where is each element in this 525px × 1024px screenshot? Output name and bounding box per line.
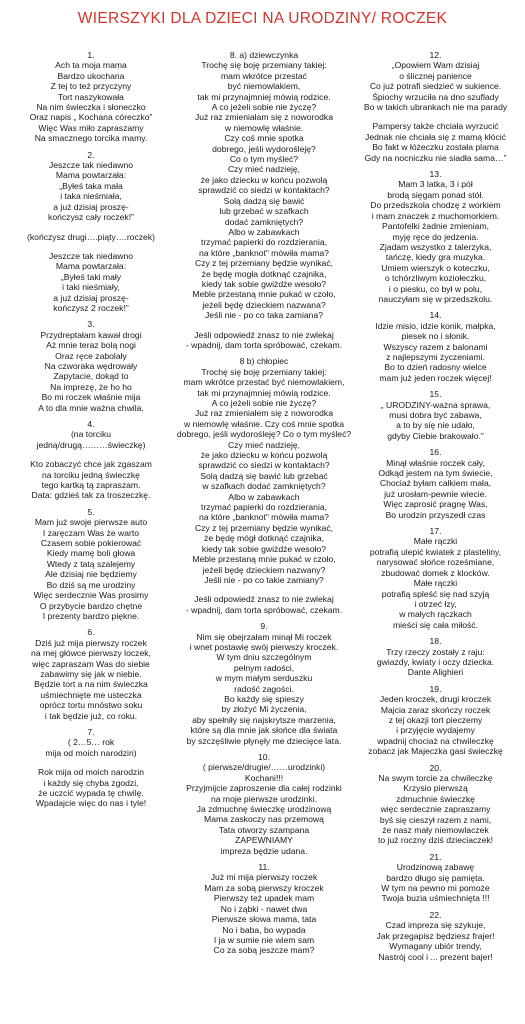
poem-number: 14. <box>429 310 442 321</box>
poem-line: i taka nieśmiała, <box>60 191 122 202</box>
poem-line: Twoja buzia uśmiechnięta !!! <box>381 893 490 904</box>
poem-line: Solą dadzą się bawić <box>223 195 305 206</box>
poem-line: Z tej to też przyczyny <box>50 81 132 92</box>
poem-line: Czad impreza się szykuje, <box>385 920 486 931</box>
poem-line: Do przedszkola chodzę z workiem <box>370 200 501 211</box>
poem-number: 10. <box>258 752 270 762</box>
poem-line: tańczę, kiedy gra muzyka. <box>385 252 486 263</box>
poem-line: O przybycie bardzo chętne <box>39 600 143 611</box>
poem-line: „Byłeś taka mała <box>59 180 123 191</box>
poem-line: Bo mi roczek właśnie mija <box>41 392 141 403</box>
poem-line: trzymać papierki do rozdzierania, <box>200 237 328 248</box>
poem-number: 4. <box>87 419 95 429</box>
poem-line: o ślicznej panience <box>399 70 472 81</box>
poem-line: I zaręczam Was że warto <box>42 527 140 538</box>
poem-line: Mama zaskoczy nas przemową <box>204 814 324 825</box>
poem-line: Tata otworzy szampana <box>218 824 310 835</box>
poem-number: 17. <box>429 526 442 537</box>
poem-line: Data: gdzieś tak za troszeczkę. <box>31 490 151 501</box>
poem-line: Bardzo ukochana <box>57 70 125 81</box>
poem-block <box>0 507 182 621</box>
poem-line: Kiedy mamę boli głowa <box>46 548 136 559</box>
poem-line: Zapytacie, dokąd to <box>53 371 129 382</box>
poem-line: w szafkach dodać zamkniętych? <box>202 481 326 492</box>
poem-line: „Opowiem Wam dzisiaj <box>391 60 480 71</box>
poem-line: tak mi przynajmniej mówią rodzice. <box>197 91 331 102</box>
poem-line: kiedy tak sobie gwiżdże wesoło? <box>201 278 327 289</box>
poem-number: 22. <box>429 909 442 920</box>
poem-line: że jako dziecku w końcu pozwolą <box>200 450 328 461</box>
poem-line: i wnet postawię swój pierwszy kroczek. <box>189 641 339 652</box>
poem-block <box>346 310 525 383</box>
poem-block <box>346 50 525 163</box>
poem-line: Bo dziś są me urodziny <box>46 579 136 590</box>
poem-line: pełnym radości, <box>233 662 295 673</box>
poem-line <box>346 112 525 121</box>
poem-line: Na smacznego torcika mamy. <box>34 133 148 144</box>
poem-line: Mam 3 latka, 3 i pół <box>398 179 473 190</box>
poem-line: Tort naszykowała <box>58 91 124 102</box>
poem-line: I prezenty bardzo piękne. <box>42 610 140 621</box>
poem-line: i przyjęcie wydajemy <box>396 725 475 736</box>
poem-line: by szczęśliwie płynęły me dziecięce lata. <box>186 735 342 746</box>
poem-line: tak mi przynajmniej mówią rodzice. <box>197 387 331 398</box>
poem-block <box>0 419 182 501</box>
poem-line: z najlepszymi życzeniami. <box>386 351 485 362</box>
poem-line: mam już jeden roczek więcej! <box>379 372 492 383</box>
poem-block <box>346 526 525 630</box>
poem-line: I ja w sumie nie wiem sam <box>213 934 315 945</box>
poem-line: Wtedy z tatą szalejemy <box>46 558 136 569</box>
poem-line: Jak przegapisz będziesz frajer! <box>376 930 495 941</box>
poem-line: a już dzisiaj proszę- <box>53 292 129 303</box>
poem-line: byś się cieszył razem z nami, <box>379 814 492 825</box>
poem-number: 8 b) chłopiec <box>239 356 289 367</box>
poem-line: na które „banknot” mówiła mama? <box>199 512 329 523</box>
poem-line: w niemowlę właśnie. <box>224 122 304 133</box>
poem-line: - wpadnij, dam torta spróbować, czekam. <box>185 604 343 615</box>
poem-line: No i ząbki - nawet dwa <box>220 903 308 914</box>
poem-line: Minął właśnie roczek cały, <box>386 457 485 468</box>
poem-line <box>0 223 182 232</box>
poem-line: Pierwsze słowa mama, tata <box>211 914 317 925</box>
poem-line: trzymać papierki do rozdzierania, <box>200 502 328 513</box>
poem-line: Przyjmijcie zaproszenie dla całej rodzinki <box>186 783 342 794</box>
poem-line: Na czworaka wędrowały <box>44 360 138 371</box>
poem-block <box>166 50 362 350</box>
poem-line: na torciku jedną świeczkę <box>42 469 140 480</box>
poem-line: potrafią ulepić kwiatek z plasteliny, <box>369 546 502 557</box>
poem-line: aby spełniły się najskrytsze marzenia, <box>192 714 336 725</box>
poem-line: Czy z tej przemiany będzie wynikać, <box>194 522 334 533</box>
poem-block <box>0 50 182 144</box>
poem-line: więc zapraszam Was do siebie <box>32 658 150 669</box>
poem-line: nauczyłam się w przedszkolu. <box>378 293 493 304</box>
poem-line: Bo fakt w łóżeczku została plama <box>372 142 499 153</box>
poem-block <box>346 684 525 757</box>
poem-number: 6. <box>87 627 95 638</box>
column-right <box>346 50 525 968</box>
poem-line: Mama powtarzała: <box>55 261 127 272</box>
poem-line: lub grzebać w szafkach <box>219 206 309 217</box>
poem-line: w niemowlę właśnie. Czy coś mnie spotka <box>184 418 344 429</box>
poem-line: o tchórzliwym koziołeczku, <box>384 273 487 284</box>
poem-line: Jeszcze tak niedawno <box>48 250 134 261</box>
poem-line <box>166 321 362 330</box>
poem-block <box>346 910 525 962</box>
poem-number: 2. <box>87 149 95 160</box>
poem-line: piesek no i słonik. <box>401 331 470 342</box>
poem-line: Śpiochy wrzuciła na dno szuflady <box>372 91 499 102</box>
poem-line: Kto zobaczyć chce jak zgaszam <box>30 459 152 470</box>
poem-line: Umiem wierszyk o koteczku, <box>381 262 490 273</box>
poem-line: Albo w zabawkach <box>228 491 300 502</box>
poem-line: bardzo długo się pamięta. <box>386 872 485 883</box>
poem-line: w mym małym serduszku <box>215 673 313 684</box>
poem-line: że będę mogła dotknąć czajnika, <box>201 268 327 279</box>
poem-line: Nim się obejrzałam minął Mi roczek <box>196 631 332 642</box>
poem-line: Dziś już mija pierwszy roczek <box>35 637 147 648</box>
poem-line: kończysz 2 roczek!” <box>53 302 129 313</box>
poem-line: dobrego, jeśli wydorośleję? Co o tym myśleć? <box>176 429 352 440</box>
poem-line: Trochę się boję przemiany takiej: <box>201 366 327 377</box>
poem-line: to już roczny dziś dzieciaczek! <box>377 835 494 846</box>
poem-line: jeżeli będę dzieckiem nazwany? <box>202 564 326 575</box>
poem-block <box>346 852 525 904</box>
poem-line: że będę mógł dotknąć czajnika, <box>204 533 324 544</box>
poem-line: A co jeżeli sobie nie życzę? <box>211 102 317 113</box>
poem-line: Więc Was miło zapraszamy <box>38 122 144 133</box>
poem-line: być niemowlakiem, <box>227 81 301 92</box>
poem-line: oprócz tortu mnóstwo soku <box>39 700 143 711</box>
poem-line: dodać zamkniętych? <box>224 216 304 227</box>
poem-line: już urosłam-pewnie wiecie. <box>384 488 487 499</box>
poem-line <box>0 242 182 251</box>
column-left <box>0 50 182 815</box>
poem-line: że uczcić wypada tę chwilę. <box>38 788 144 798</box>
poem-line: Idzie misio, idzie konik, małpka, <box>375 320 496 331</box>
poem-line: Wymagany ubiór trendy, <box>389 941 482 952</box>
poem-number: 15. <box>429 389 442 400</box>
poem-line: Meble przestaną mnie pukać w czoło, <box>192 289 336 300</box>
poem-line: „Byłeś taki mały <box>60 271 122 282</box>
poem-line: Już raz zmieniałam się z noworodka <box>194 112 334 123</box>
poem-block <box>0 150 182 314</box>
poem-line: (kończysz drugi….piąty….roczek) <box>27 231 155 242</box>
poem-line: i otrzeć łzy, <box>414 598 457 609</box>
poem-line: ZAPEWNIAMY <box>235 835 293 846</box>
poem-line: które są dla mnie jak słońce dla świata <box>190 725 338 736</box>
poem-line: Już mi mija pierwszy roczek <box>210 872 318 883</box>
poem-line: mam wkrótce przestać <box>221 70 307 81</box>
poem-line: Jeden kroczek, drugi kroczek <box>379 694 492 705</box>
poem-block <box>166 621 362 746</box>
poem-line: Na swym torcie za chwileczkę <box>378 773 493 783</box>
poem-line <box>0 758 182 767</box>
poem-line: Oraz ręce zabolały <box>55 350 127 361</box>
poem-line: Krzysio pierwszą <box>403 783 468 794</box>
poem-block <box>166 356 362 615</box>
poem-line: W tym na pewno mi pomoże <box>381 883 490 894</box>
poem-line: mam wkrótce przestać być niemowlakiem, <box>183 377 345 388</box>
column-middle <box>166 50 362 962</box>
poem-block <box>346 389 525 441</box>
poem-line: i każdy się chyba zgodzi, <box>43 777 139 788</box>
poem-line: Wszyscy razem z balonami <box>383 341 488 352</box>
poem-line: Wpadajcie więc do nas i tyle! <box>35 798 147 809</box>
poem-line: Bo urodzin przyszedł czas <box>385 509 486 520</box>
page-title: WIERSZYKI DLA DZIECI NA URODZINY/ ROCZEK <box>77 10 448 27</box>
poem-line: i mam znaczek z muchomorkiem. <box>371 210 500 221</box>
poem-line: a to by się nie udało, <box>396 420 475 431</box>
poem-line: Pierwszy też upadek mam <box>213 893 315 904</box>
poem-line: Jeszcze tak niedawno <box>48 160 134 171</box>
poem-number: 20. <box>429 762 442 773</box>
poem-line: Małe rączki <box>413 536 458 547</box>
poem-line: Zjadam wszystko z talerzyka, <box>379 241 492 252</box>
poem-line: radość zagości. <box>234 683 294 694</box>
poem-block <box>166 752 362 856</box>
poem-line: kończysz cały roczek!” <box>48 212 134 223</box>
poem-number: 1. <box>87 50 95 60</box>
poem-line: zabawimy się jak w niebie. <box>40 668 142 679</box>
poem-line: musi dobra być zabawa, <box>389 410 482 420</box>
poem-line: i tak będzie już, co roku. <box>44 710 138 721</box>
poem-block <box>346 447 525 520</box>
poem-line: A co jeżeli sobie nie życzę? <box>211 398 317 408</box>
poem-line: Na imprezę, że ho ho <box>50 381 132 392</box>
poem-line: Więc zaprosić pragnę Was, <box>383 499 488 510</box>
poem-line: i taki nieśmiały, <box>62 282 120 293</box>
poem-line: w małych rączkach <box>399 609 472 620</box>
poem-line: na mej główce pierwszy loczek, <box>31 648 151 659</box>
poem-line: więc serdecznie zapraszamy <box>380 804 491 815</box>
poem-line: Mama powtarzała: <box>55 170 127 181</box>
poem-line: Rok mija od moich narodzin <box>37 767 145 778</box>
poem-line: mieści się cała miłość. <box>392 619 478 630</box>
poem-line: impreza będzie udana. <box>220 845 308 856</box>
poem-number: 13. <box>429 169 442 180</box>
poem-line: Czy mieć nadzieję, <box>227 439 301 450</box>
poem-line: Oraz napis „ Kochana córeczko” <box>29 112 153 123</box>
poem-block <box>346 636 525 678</box>
poem-block <box>0 319 182 413</box>
poem-line: Jeśli nie - po co taka zamiana? <box>205 310 323 321</box>
poem-line: narysować słońce roześmiane, <box>376 557 495 568</box>
poem-line: Ale dzisiaj nie będziemy <box>45 569 137 580</box>
poem-line: Czy mieć nadzieję, <box>227 164 301 175</box>
poem-number: 3. <box>87 319 95 330</box>
poem-line: Albo w zabawkach <box>228 226 300 237</box>
poem-line: Pampersy także chciała wyrzucić <box>372 121 499 132</box>
poem-line: Dante Alighieri <box>407 667 464 678</box>
poem-number: 21. <box>429 851 442 862</box>
poem-block <box>346 763 525 846</box>
poem-line: by złożyć Mi życzenia, <box>221 704 307 715</box>
poem-line: (na torciku <box>70 429 112 440</box>
poem-line: Czy z tej przemiany będzie wynikać, <box>194 258 334 269</box>
poem-line: Ach ta moja mama <box>55 60 127 71</box>
poem-number: 9. <box>260 621 268 632</box>
poem-number: 5. <box>87 506 95 517</box>
poem-line: na moje pierwsze urodzinki. <box>210 793 318 804</box>
poem-line: „ URODZINY-ważna sprawa, <box>380 399 491 410</box>
poem-line: Majcia zaraz skończy roczek <box>380 704 491 715</box>
poem-line: Jeśli odpowiedź znasz to nie zwlekaj <box>194 329 334 340</box>
poem-line: Nastrój cool i ... prezent bajer! <box>378 951 493 962</box>
poem-line: mija od moich narodzin) <box>45 747 137 758</box>
poem-line: Mam za sobą pierwszy kroczek <box>204 882 324 893</box>
poem-line: Jednak nie chciała się z mamą kłócić <box>365 131 506 142</box>
poem-line: Chociaż byłam całkiem mała, <box>379 478 492 489</box>
poem-line: Aż mnie teraz bolą nogi <box>46 340 136 351</box>
poem-line: Urodzinową zabawę <box>396 862 475 873</box>
poem-line: brodą sięgam ponad stół. <box>387 189 484 200</box>
poem-line: Bo w takich ubrankach nie ma parady <box>363 102 508 113</box>
poem-number: 18. <box>429 636 442 647</box>
poem-number: 19. <box>429 683 442 694</box>
poem-line: Czy coś mnie spotka <box>224 133 304 144</box>
poem-line: Bo każdy się spieszy <box>224 693 304 704</box>
poem-line: że nasz mały niemowlaczek <box>382 825 489 836</box>
poem-number: 12. <box>429 50 442 60</box>
poem-line <box>166 585 362 594</box>
poem-line: zbudować domek z klocków. <box>381 567 490 578</box>
poem-line: Meble przestaną mnie pukać w czoło, <box>192 554 336 565</box>
poem-line: sprawdzić co siedzi w kontaktach? <box>198 460 330 471</box>
poem-line: że jako dziecku w końcu pozwolą <box>200 174 328 185</box>
poem-line: tego kartką tą zapraszam. <box>41 480 141 491</box>
poem-line: Trzy rzeczy zostały z raju: <box>386 646 485 657</box>
poem-line: Jeśli odpowiedź znasz to nie zwlekaj <box>194 594 334 605</box>
poem-line: Małe rączki <box>413 578 458 589</box>
poem-line: jedną/drugą………świeczkę) <box>36 439 146 450</box>
poem-line <box>0 450 182 459</box>
poem-line: Pantofelki żadnie zmieniam, <box>382 221 489 232</box>
poem-line: zdmuchnie świeczkę <box>396 793 475 804</box>
poem-line: Jeśli nie - po co takie zamiany? <box>204 574 324 585</box>
poem-line: - wpadnij, dam torta spróbować, czekam. <box>185 339 343 350</box>
poem-line: Kochani!!! <box>244 772 284 783</box>
poem-number: 11. <box>258 862 270 873</box>
poem-line: Solą dadzą się bawić lub grzebać <box>200 470 328 481</box>
poem-line: W tym dniu szczególnym <box>216 652 312 663</box>
poem-block <box>166 862 362 956</box>
poem-number: 8. a) dziewczynka <box>229 50 299 60</box>
poem-block <box>0 727 182 809</box>
poem-line: Co za sobą jeszcze mam? <box>213 945 315 956</box>
poem-line: a już dzisiaj proszę- <box>53 201 129 212</box>
poem-line: Co o tym myśleć? <box>229 154 299 165</box>
poem-line: ( pierwsze/drugie/……urodzinki) <box>202 762 326 773</box>
poem-line: jeżeli będę dzieckiem nazwana? <box>202 299 326 310</box>
poem-line: Będzie tort a na nim świeczka <box>34 679 148 690</box>
poem-line: myję ręce do jedzenia. <box>392 231 479 242</box>
poem-line: Co już potrafi siedzieć w sukience. <box>369 81 502 92</box>
poem-line: Gdy na nocniczku nie siadła sama…” <box>364 152 507 163</box>
poem-line: Mam już swoje pierwsze auto <box>34 517 148 528</box>
poem-line: potrafią spleść się nad szyją <box>381 588 490 599</box>
poem-line: Już raz zmieniałem się z noworodka <box>194 408 334 419</box>
poem-line: zobacz jak Majeczka gasi świeczkę <box>368 746 503 757</box>
poem-line: wpadnij chociaż na chwileczkę <box>377 735 494 746</box>
poem-line: i o piesku, co był w polu, <box>388 283 483 294</box>
poem-number: 16. <box>429 447 442 458</box>
poem-line: dobrego, jeśli wydorośleję? <box>212 143 316 154</box>
poem-line: gdyby Ciebie brakowało.” <box>387 430 484 441</box>
poem-line: gwiazdy, kwiaty i oczy dziecka. <box>376 656 495 667</box>
poem-line: Ja zdmuchnę świeczkę urodzinową <box>196 804 332 815</box>
poem-line: kiedy tak sobie gwiżdże wesoło? <box>201 543 327 554</box>
poem-line: Przydreptałam kawał drogi <box>40 329 142 340</box>
poem-line: Więc serdecznie Was prosimy <box>33 590 149 601</box>
poem-line: Trochę się boję przemiany takiej: <box>201 60 327 71</box>
poem-line: ( 2…5… rok <box>67 737 115 748</box>
poem-line: A to dla mnie ważna chwila. <box>38 402 144 413</box>
poem-block <box>346 169 525 304</box>
poem-line: uśmiechnięte me usteczka <box>40 689 142 700</box>
poem-line: Czasem sobie pokierować <box>40 538 142 549</box>
poem-block <box>0 627 182 721</box>
poem-line: na które „banknot” mówiła mama? <box>199 247 329 258</box>
poem-number: 7. <box>87 726 95 737</box>
poem-line: z tej okazji tort pieczemy <box>388 714 483 725</box>
poem-line: Bo to dzień radosny wielce <box>384 362 487 373</box>
poem-line: sprawdzić co siedzi w kontaktach? <box>198 185 330 196</box>
poem-line: Odkąd jestem na tym świecie, <box>378 468 493 479</box>
poem-line: No i baba, bo wypada <box>222 924 306 935</box>
poem-line: Na nim świeczka i słoneczko <box>36 102 146 113</box>
